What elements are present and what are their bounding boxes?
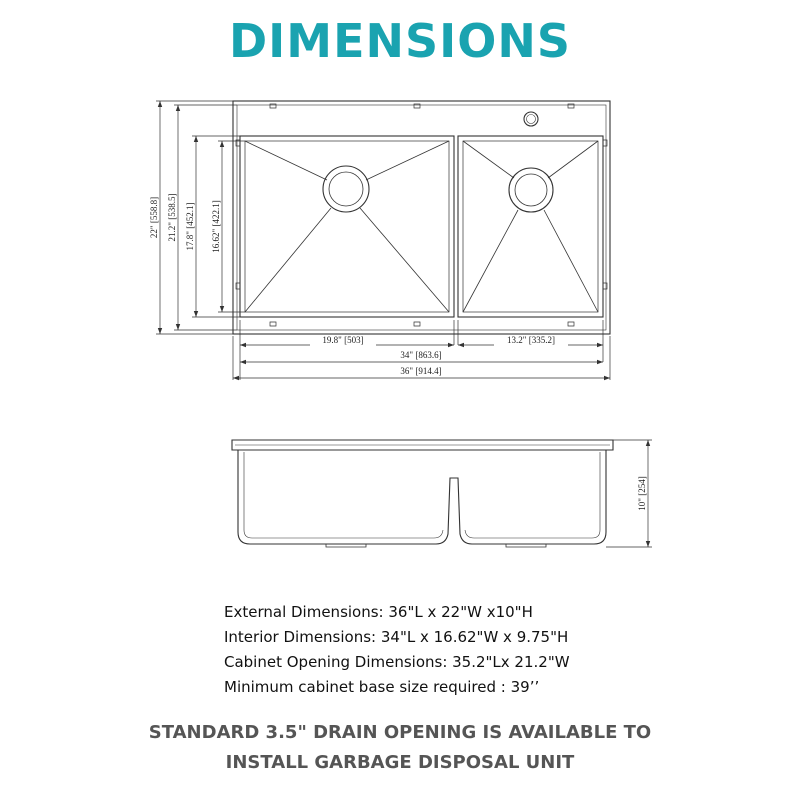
- dim-right-bowl: 13.2" [335.2]: [507, 335, 555, 345]
- dim-height: 10" [254]: [637, 476, 647, 511]
- specs-list: [224, 600, 570, 700]
- sink-side-view: [232, 440, 652, 547]
- dim-left-bowl: 19.8" [503]: [322, 335, 364, 345]
- right-drain: [509, 168, 553, 212]
- dim-overall-width: 22" [558.8]: [149, 196, 159, 239]
- spec-minimum-cabinet: Minimum cabinet base size required : 39’’: [224, 678, 540, 696]
- dim-width-16-62: 16.62" [422.1]: [211, 200, 221, 253]
- left-drain: [323, 166, 369, 212]
- right-bowl: [458, 136, 603, 317]
- spec-interior: Interior Dimensions: 34"L x 16.62"W x 9.75"H: [224, 628, 569, 646]
- spec-external: External Dimensions: 36"L x 22"W x10"H: [224, 603, 533, 621]
- dim-interior-length: 34" [863.6]: [400, 350, 442, 360]
- drain-note-line-1: STANDARD 3.5" DRAIN OPENING IS AVAILABLE TO: [148, 722, 652, 743]
- left-bowl: [240, 136, 454, 317]
- dim-width-21-2: 21.2" [538.5]: [167, 193, 177, 242]
- dim-width-17-8: 17.8" [452.1]: [185, 202, 195, 251]
- faucet-hole: [524, 112, 538, 126]
- drain-note-line-2: INSTALL GARBAGE DISPOSAL UNIT: [225, 752, 575, 773]
- dim-overall-length: 36" [914.4]: [400, 366, 442, 376]
- drain-note: [0, 718, 800, 778]
- spec-cabinet-opening: Cabinet Opening Dimensions: 35.2"Lx 21.2"W: [224, 653, 570, 671]
- page-title: DIMENSIONS: [229, 14, 571, 68]
